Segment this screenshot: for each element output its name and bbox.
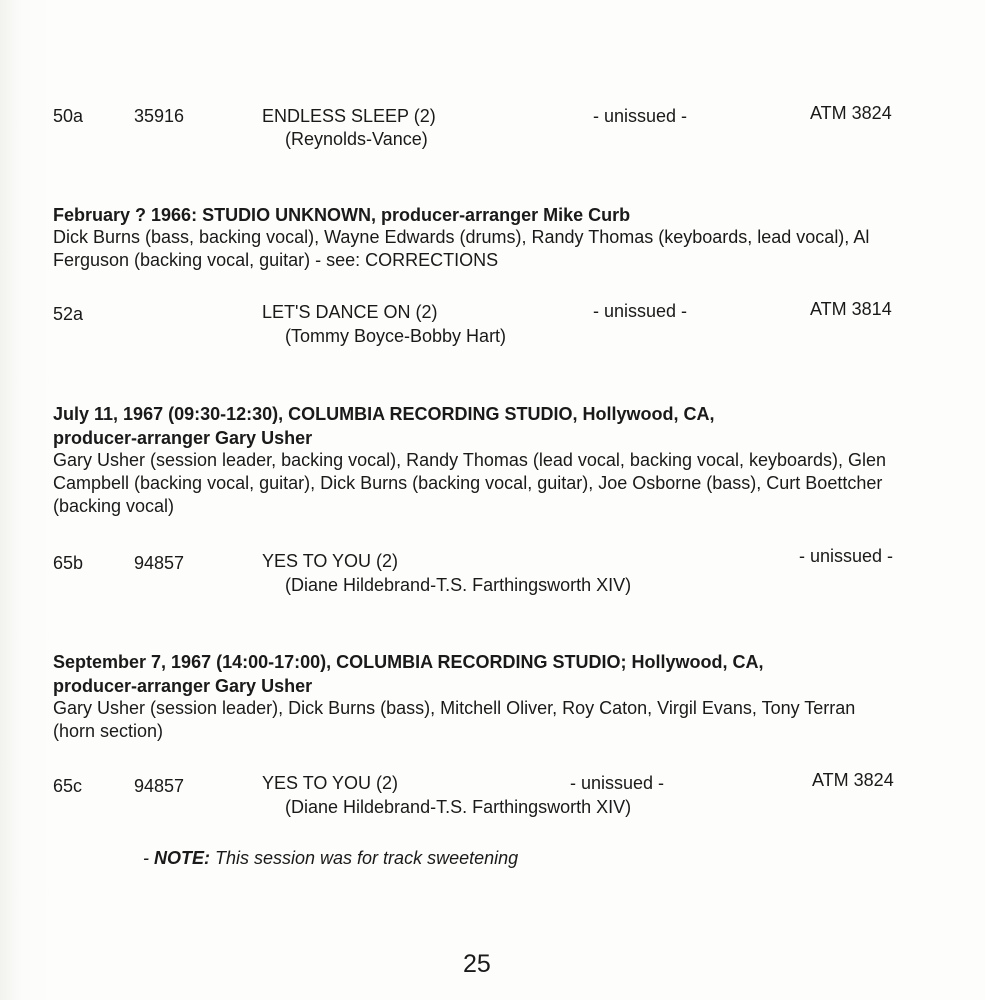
session-note xyxy=(143,846,518,870)
note-prefix: - xyxy=(143,848,154,868)
session-heading-continued: producer-arranger Gary Usher xyxy=(53,676,313,696)
catalog-reference: ATM 3824 xyxy=(812,770,894,790)
release-status: - unissued - xyxy=(799,546,894,566)
matrix-number: 94857 xyxy=(134,776,185,796)
session-personnel: Dick Burns (bass, backing vocal), Wayne Edwards (drums), Randy Thomas (keyboards, lead vocal), Al Ferguson (backing vocal, guitar) - see: CORRECTIONS xyxy=(53,227,870,270)
session-personnel: Gary Usher (session leader, backing vocal), Randy Thomas (lead vocal, backing vocal, keyboards), Glen Campbell (backing vocal, guitar), Dick Burns (backing vocal, guitar), Joe Osborne (bass), Curt Boettcher (backing vocal) xyxy=(53,450,887,516)
session-heading: February ? 1966: STUDIO UNKNOWN, producer-arranger Mike Curb xyxy=(53,205,631,225)
release-status: - unissued - xyxy=(593,301,688,321)
composer-credit: (Tommy Boyce-Bobby Hart) xyxy=(285,326,507,346)
take-number: 50a xyxy=(53,106,84,126)
composer-credit: (Diane Hildebrand-T.S. Farthingsworth XIV) xyxy=(285,797,632,817)
page-number: 25 xyxy=(463,950,491,978)
session-personnel: Gary Usher (session leader), Dick Burns (bass), Mitchell Oliver, Roy Caton, Virgil Evans, Tony Terran (horn section) xyxy=(53,698,856,741)
release-status: - unissued - xyxy=(593,106,688,126)
release-status: - unissued - xyxy=(570,773,665,793)
song-title: LET'S DANCE ON (2) xyxy=(262,302,438,322)
song-title: ENDLESS SLEEP (2) xyxy=(262,106,436,126)
composer-credit: (Diane Hildebrand-T.S. Farthingsworth XIV) xyxy=(285,575,632,595)
catalog-reference: ATM 3814 xyxy=(810,299,892,319)
take-number: 52a xyxy=(53,304,84,324)
song-title: YES TO YOU (2) xyxy=(262,773,399,793)
take-number: 65b xyxy=(53,553,84,573)
matrix-number: 35916 xyxy=(134,106,185,126)
note-label: NOTE: xyxy=(154,848,210,868)
catalog-reference: ATM 3824 xyxy=(810,103,892,123)
note-text: This session was for track sweetening xyxy=(210,848,519,868)
session-heading-continued: producer-arranger Gary Usher xyxy=(53,428,313,448)
composer-credit: (Reynolds-Vance) xyxy=(285,129,428,149)
session-heading: July 11, 1967 (09:30-12:30), COLUMBIA RECORDING STUDIO, Hollywood, CA, xyxy=(53,404,715,424)
session-heading: September 7, 1967 (14:00-17:00), COLUMBIA RECORDING STUDIO; Hollywood, CA, xyxy=(53,652,764,672)
matrix-number: 94857 xyxy=(134,553,185,573)
song-title: YES TO YOU (2) xyxy=(262,551,399,571)
take-number: 65c xyxy=(53,776,83,796)
